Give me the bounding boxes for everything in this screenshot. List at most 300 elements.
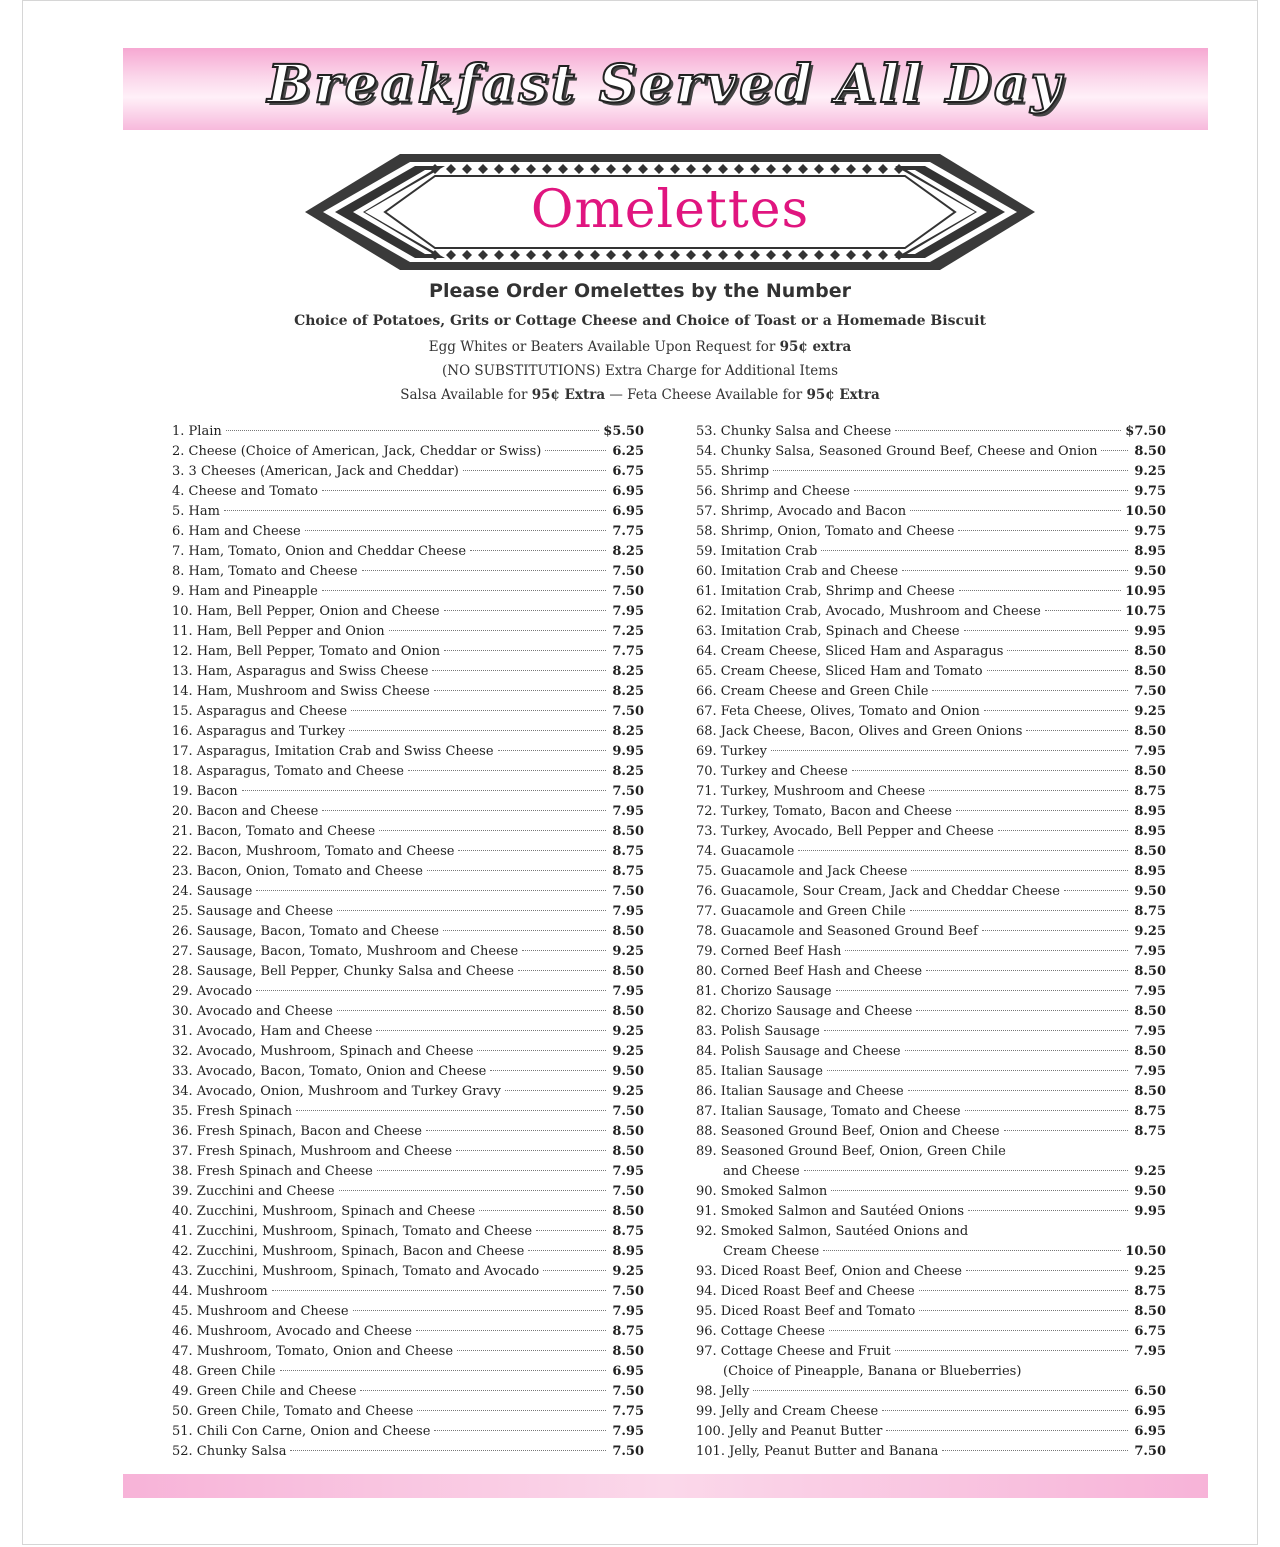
menu-item-name: 64. Cream Cheese, Sliced Ham and Asparagus	[696, 644, 1004, 659]
menu-item-name: 47. Mushroom, Tomato, Onion and Cheese	[172, 1344, 454, 1359]
menu-item-price: 7.95	[612, 1304, 644, 1319]
menu-item-price: 9.50	[612, 1064, 644, 1079]
menu-item-name: 43. Zucchini, Mushroom, Spinach, Tomato and Avocado	[172, 1264, 540, 1279]
leader-dots	[456, 1150, 606, 1151]
leader-dots	[919, 1310, 1128, 1311]
leader-dots	[1101, 450, 1128, 451]
banner-title: Breakfast Served All Day	[267, 54, 1064, 115]
menu-item-row	[696, 422, 1166, 442]
leader-dots	[518, 970, 606, 971]
menu-item-name: 38. Fresh Spinach and Cheese	[172, 1164, 373, 1179]
menu-item-name: 77. Guacamole and Green Chile	[696, 904, 906, 919]
leader-dots	[305, 530, 606, 531]
leader-dots	[852, 770, 1128, 771]
menu-item-price: 7.50	[612, 1104, 644, 1119]
menu-item-row	[172, 702, 644, 722]
menu-item-price: 8.75	[1134, 904, 1166, 919]
menu-item-name: 36. Fresh Spinach, Bacon and Cheese	[172, 1124, 422, 1139]
menu-item-price: 8.50	[1134, 764, 1166, 779]
menu-item-row	[172, 562, 644, 582]
leader-dots	[463, 470, 606, 471]
menu-item-price: 8.95	[1134, 824, 1166, 839]
menu-item-name: 18. Asparagus, Tomato and Cheese	[172, 764, 404, 779]
menu-item-name: 10. Ham, Bell Pepper, Onion and Cheese	[172, 604, 440, 619]
leader-dots	[956, 810, 1128, 811]
leader-dots	[798, 850, 1128, 851]
leader-dots	[337, 1010, 606, 1011]
menu-item-row	[696, 1242, 1166, 1262]
menu-item-price: 8.50	[1134, 444, 1166, 459]
menu-item-row	[172, 1182, 644, 1202]
menu-item-price: 7.50	[1134, 1444, 1166, 1459]
menu-item-row	[696, 502, 1166, 522]
menu-item-row	[172, 782, 644, 802]
leader-dots	[910, 910, 1128, 911]
menu-item-row	[172, 462, 644, 482]
leader-dots	[416, 1330, 606, 1331]
menu-item-name: 56. Shrimp and Cheese	[696, 484, 850, 499]
menu-item-name: 26. Sausage, Bacon, Tomato and Cheese	[172, 924, 439, 939]
menu-item-row	[172, 802, 644, 822]
leader-dots	[339, 1190, 606, 1191]
menu-item-price: 8.50	[612, 1124, 644, 1139]
menu-item-row	[172, 662, 644, 682]
menu-item-name: 94. Diced Roast Beef and Cheese	[696, 1284, 915, 1299]
menu-item-row	[172, 1142, 644, 1162]
leader-dots	[982, 930, 1128, 931]
menu-item-price: 10.75	[1125, 604, 1166, 619]
leader-dots	[351, 710, 606, 711]
leader-dots	[966, 1270, 1128, 1271]
menu-item-price: 8.75	[612, 844, 644, 859]
menu-item-name: 66. Cream Cheese and Green Chile	[696, 684, 929, 699]
menu-item-name: 37. Fresh Spinach, Mushroom and Cheese	[172, 1144, 453, 1159]
leader-dots	[362, 570, 606, 571]
menu-item-price: 6.25	[612, 444, 644, 459]
menu-item-price: 8.95	[1134, 864, 1166, 879]
menu-item-price: 7.95	[1134, 1024, 1166, 1039]
leader-dots	[256, 990, 606, 991]
leader-dots	[379, 830, 606, 831]
menu-item-row	[696, 1102, 1166, 1122]
menu-item-row	[696, 1342, 1166, 1362]
leader-dots	[845, 950, 1128, 951]
leader-dots	[882, 1410, 1128, 1411]
menu-item-price: 7.95	[612, 904, 644, 919]
menu-item-row	[172, 1282, 644, 1302]
leader-dots	[444, 650, 606, 651]
menu-item-name: 19. Bacon	[172, 784, 238, 799]
menu-item-name: 83. Polish Sausage	[696, 1024, 820, 1039]
leader-dots	[1007, 650, 1128, 651]
menu-item-row	[696, 1222, 1166, 1242]
menu-item-name: 90. Smoked Salmon	[696, 1184, 828, 1199]
menu-item-price: 9.75	[1134, 524, 1166, 539]
menu-item-name: 31. Avocado, Ham and Cheese	[172, 1024, 373, 1039]
menu-item-row	[172, 922, 644, 942]
leader-dots	[824, 1030, 1128, 1031]
menu-item-row	[172, 1382, 644, 1402]
menu-item-price: 6.95	[612, 504, 644, 519]
menu-item-price: 8.75	[1134, 1124, 1166, 1139]
menu-column-left	[172, 422, 644, 1462]
sides-note: Choice of Potatoes, Grits or Cottage Cheese and Choice of Toast or a Homemade Biscuit	[294, 313, 986, 329]
menu-item-row	[696, 982, 1166, 1002]
leader-dots	[349, 730, 606, 731]
menu-item-price: 7.50	[612, 564, 644, 579]
menu-item-price: 7.50	[612, 1384, 644, 1399]
menu-item-row	[696, 1422, 1166, 1442]
menu-item-row	[696, 542, 1166, 562]
menu-item-row	[696, 1202, 1166, 1222]
leader-dots	[296, 1110, 606, 1111]
menu-item-row	[172, 762, 644, 782]
menu-item-name: 99. Jelly and Cream Cheese	[696, 1404, 879, 1419]
leader-dots	[479, 1210, 606, 1211]
menu-item-row	[696, 1022, 1166, 1042]
leader-dots	[256, 890, 606, 891]
menu-item-price: 8.75	[612, 1324, 644, 1339]
menu-item-name: 32. Avocado, Mushroom, Spinach and Cheese	[172, 1044, 474, 1059]
menu-item-name: 98. Jelly	[696, 1384, 750, 1399]
menu-item-name: 86. Italian Sausage and Cheese	[696, 1084, 904, 1099]
menu-item-price: 8.50	[1134, 844, 1166, 859]
menu-item-price: 6.75	[612, 464, 644, 479]
menu-item-price: 8.50	[612, 964, 644, 979]
menu-item-price: 9.75	[1134, 484, 1166, 499]
menu-item-name: 5. Ham	[172, 504, 220, 519]
menu-item-price: 8.95	[1134, 804, 1166, 819]
menu-item-price: 8.50	[612, 1144, 644, 1159]
menu-item-row	[172, 1122, 644, 1142]
leader-dots	[929, 790, 1128, 791]
menu-item-price: 8.50	[1134, 964, 1166, 979]
menu-item-name: 2. Cheese (Choice of American, Jack, Cheddar or Swiss)	[172, 444, 542, 459]
menu-item-row	[696, 842, 1166, 862]
menu-item-name: 49. Green Chile and Cheese	[172, 1384, 357, 1399]
salsa-text: Salsa Available for	[400, 387, 532, 403]
menu-item-name: 34. Avocado, Onion, Mushroom and Turkey Gravy	[172, 1084, 501, 1099]
menu-item-name: 85. Italian Sausage	[696, 1064, 823, 1079]
menu-item-name: 23. Bacon, Onion, Tomato and Cheese	[172, 864, 423, 879]
menu-item-row	[696, 1262, 1166, 1282]
leader-dots	[545, 450, 606, 451]
menu-item-name: 51. Chili Con Carne, Onion and Cheese	[172, 1424, 431, 1439]
menu-item-row	[172, 942, 644, 962]
menu-item-price: 7.75	[612, 644, 644, 659]
leader-dots	[964, 630, 1128, 631]
menu-item-name: 73. Turkey, Avocado, Bell Pepper and Cheese	[696, 824, 994, 839]
leader-dots	[1026, 730, 1128, 731]
menu-column-right	[696, 422, 1166, 1462]
menu-item-name: 79. Corned Beef Hash	[696, 944, 842, 959]
leader-dots	[322, 590, 606, 591]
menu-item-name: 40. Zucchini, Mushroom, Spinach and Cheese	[172, 1204, 476, 1219]
menu-item-name: 81. Chorizo Sausage	[696, 984, 832, 999]
menu-item-price: 7.95	[612, 604, 644, 619]
leader-dots	[470, 550, 606, 551]
menu-item-price: 9.25	[1134, 704, 1166, 719]
menu-item-row	[172, 502, 644, 522]
menu-item-name: 69. Turkey	[696, 744, 767, 759]
leader-dots	[987, 670, 1128, 671]
menu-item-row	[172, 842, 644, 862]
menu-item-row	[172, 1262, 644, 1282]
menu-item-row	[172, 1362, 644, 1382]
leader-dots	[771, 750, 1128, 751]
egg-whites-price: 95¢ extra	[779, 339, 852, 355]
leader-dots	[498, 750, 606, 751]
header-banner	[123, 48, 1208, 130]
menu-item-price: 8.50	[612, 1344, 644, 1359]
menu-item-row	[696, 1302, 1166, 1322]
leader-dots	[434, 1430, 606, 1431]
menu-item-name: 62. Imitation Crab, Avocado, Mushroom and Cheese	[696, 604, 1041, 619]
menu-item-row	[172, 1162, 644, 1182]
menu-item-row	[172, 422, 644, 442]
menu-item-name: 33. Avocado, Bacon, Tomato, Onion and Cheese	[172, 1064, 487, 1079]
menu-item-row	[696, 662, 1166, 682]
leader-dots	[434, 690, 606, 691]
menu-item-row	[696, 642, 1166, 662]
menu-item-name: 63. Imitation Crab, Spinach and Cheese	[696, 624, 960, 639]
leader-dots	[1045, 610, 1121, 611]
leader-dots	[926, 970, 1128, 971]
menu-item-row	[696, 462, 1166, 482]
menu-item-name: 13. Ham, Asparagus and Swiss Cheese	[172, 664, 429, 679]
leader-dots	[490, 1070, 606, 1071]
leader-dots	[958, 530, 1128, 531]
leader-dots	[821, 550, 1128, 551]
menu-item-price: 7.75	[612, 1404, 644, 1419]
menu-item-price: 9.25	[1134, 464, 1166, 479]
menu-item-price: 8.25	[612, 664, 644, 679]
menu-item-row	[172, 1102, 644, 1122]
menu-item-price: 8.75	[1134, 1104, 1166, 1119]
menu-item-name: 39. Zucchini and Cheese	[172, 1184, 335, 1199]
menu-item-name: 8. Ham, Tomato and Cheese	[172, 564, 358, 579]
menu-item-price: 8.50	[1134, 1044, 1166, 1059]
menu-item-row	[696, 782, 1166, 802]
menu-item-name: 3. 3 Cheeses (American, Jack and Cheddar)	[172, 464, 459, 479]
leader-dots	[1004, 1130, 1128, 1131]
menu-item-price: 6.95	[1134, 1404, 1166, 1419]
menu-item-row	[696, 682, 1166, 702]
menu-item-row	[172, 1302, 644, 1322]
menu-item-name: 41. Zucchini, Mushroom, Spinach, Tomato and Cheese	[172, 1224, 533, 1239]
menu-item-price: 7.95	[612, 1424, 644, 1439]
menu-item-price: 10.50	[1125, 504, 1166, 519]
menu-item-row	[172, 982, 644, 1002]
menu-item-row	[172, 962, 644, 982]
menu-item-name: 25. Sausage and Cheese	[172, 904, 334, 919]
menu-item-row	[172, 582, 644, 602]
menu-item-name: 72. Turkey, Tomato, Bacon and Cheese	[696, 804, 952, 819]
menu-item-name: 52. Chunky Salsa	[172, 1444, 287, 1459]
menu-item-name: 100. Jelly and Peanut Butter	[696, 1424, 883, 1439]
menu-item-name: 75. Guacamole and Jack Cheese	[696, 864, 908, 879]
leader-dots	[290, 1450, 606, 1451]
leader-dots	[895, 1350, 1128, 1351]
menu-item-name: 24. Sausage	[172, 884, 253, 899]
menu-item-name: 92. Smoked Salmon, Sautéed Onions and	[696, 1224, 969, 1239]
menu-item-row	[696, 602, 1166, 622]
menu-item-price: 9.50	[1134, 564, 1166, 579]
menu-item-price: 9.25	[1134, 1164, 1166, 1179]
menu-item-name: 4. Cheese and Tomato	[172, 484, 318, 499]
leader-dots	[457, 1350, 606, 1351]
menu-item-price: 8.75	[612, 1224, 644, 1239]
menu-item-row	[696, 1382, 1166, 1402]
menu-item-row	[172, 1002, 644, 1022]
egg-whites-note	[0, 339, 1280, 355]
menu-item-row	[172, 1202, 644, 1222]
menu-item-name: 22. Bacon, Mushroom, Tomato and Cheese	[172, 844, 455, 859]
menu-item-row	[696, 922, 1166, 942]
menu-item-row	[696, 442, 1166, 462]
menu-item-name: 93. Diced Roast Beef, Onion and Cheese	[696, 1264, 962, 1279]
menu-item-price: 7.95	[1134, 944, 1166, 959]
menu-item-price: 9.25	[1134, 924, 1166, 939]
leader-dots	[827, 1070, 1128, 1071]
menu-item-price: 9.25	[612, 1264, 644, 1279]
menu-item-row	[696, 1362, 1166, 1382]
menu-item-price: 9.25	[612, 1044, 644, 1059]
menu-item-name: 78. Guacamole and Seasoned Ground Beef	[696, 924, 978, 939]
leader-dots	[522, 950, 606, 951]
menu-item-name: 80. Corned Beef Hash and Cheese	[696, 964, 923, 979]
menu-item-name: 65. Cream Cheese, Sliced Ham and Tomato	[696, 664, 983, 679]
feta-text: — Feta Cheese Available for	[605, 387, 807, 403]
menu-item-price: 7.50	[1134, 684, 1166, 699]
menu-item-name: 60. Imitation Crab and Cheese	[696, 564, 899, 579]
menu-item-row	[172, 1022, 644, 1042]
leader-dots	[505, 1090, 606, 1091]
menu-item-row	[696, 562, 1166, 582]
menu-item-name: 29. Avocado	[172, 984, 253, 999]
menu-item-row	[172, 622, 644, 642]
menu-item-price: $7.50	[1125, 424, 1166, 439]
leader-dots	[998, 830, 1128, 831]
menu-item-name: 12. Ham, Bell Pepper, Tomato and Onion	[172, 644, 441, 659]
menu-item-row	[696, 822, 1166, 842]
menu-item-row	[172, 1242, 644, 1262]
menu-item-price: 8.50	[612, 1204, 644, 1219]
menu-item-name: 48. Green Chile	[172, 1364, 276, 1379]
menu-item-row	[172, 722, 644, 742]
menu-item-price: 8.50	[1134, 664, 1166, 679]
menu-item-price: 8.75	[612, 864, 644, 879]
menu-item-row	[172, 882, 644, 902]
leader-dots	[910, 510, 1121, 511]
menu-item-row	[172, 642, 644, 662]
menu-item-price: 6.95	[612, 1364, 644, 1379]
menu-item-price: 7.50	[612, 584, 644, 599]
menu-item-price: 9.25	[612, 1084, 644, 1099]
leader-dots	[226, 430, 600, 431]
menu-item-price: 7.50	[612, 1444, 644, 1459]
menu-item-price: 9.95	[1134, 624, 1166, 639]
menu-item-price: 8.75	[1134, 1284, 1166, 1299]
menu-item-price: 6.95	[1134, 1424, 1166, 1439]
menu-item-row	[172, 542, 644, 562]
menu-item-price: $5.50	[603, 424, 644, 439]
menu-item-row	[172, 902, 644, 922]
leader-dots	[444, 610, 606, 611]
section-title: Omelettes	[530, 180, 810, 240]
menu-item-price: 8.50	[1134, 1004, 1166, 1019]
menu-item-name: 16. Asparagus and Turkey	[172, 724, 346, 739]
menu-item-name: 68. Jack Cheese, Bacon, Olives and Green Onions	[696, 724, 1023, 739]
menu-item-price: 10.50	[1125, 1244, 1166, 1259]
menu-item-row	[696, 862, 1166, 882]
menu-item-name: 11. Ham, Bell Pepper and Onion	[172, 624, 385, 639]
menu-item-name: 67. Feta Cheese, Olives, Tomato and Onion	[696, 704, 980, 719]
leader-dots	[376, 1030, 606, 1031]
leader-dots	[886, 1430, 1128, 1431]
menu-item-row	[172, 442, 644, 462]
menu-item-name: 50. Green Chile, Tomato and Cheese	[172, 1404, 414, 1419]
menu-item-name: 14. Ham, Mushroom and Swiss Cheese	[172, 684, 430, 699]
menu-item-price: 6.75	[1134, 1324, 1166, 1339]
menu-item-row	[696, 1042, 1166, 1062]
menu-item-name: 101. Jelly, Peanut Butter and Banana	[696, 1444, 939, 1459]
leader-dots	[337, 910, 606, 911]
menu-item-row	[696, 1082, 1166, 1102]
menu-item-price: 8.25	[612, 544, 644, 559]
menu-item-price: 8.50	[612, 1004, 644, 1019]
menu-item-name: 97. Cottage Cheese and Fruit	[696, 1344, 891, 1359]
leader-dots	[911, 870, 1128, 871]
menu-item-row	[696, 1062, 1166, 1082]
menu-item-name: 27. Sausage, Bacon, Tomato, Mushroom and Cheese	[172, 944, 519, 959]
menu-item-row	[696, 1182, 1166, 1202]
menu-item-row	[172, 742, 644, 762]
leader-dots	[353, 1310, 606, 1311]
menu-item-row	[696, 1282, 1166, 1302]
leader-dots	[984, 710, 1128, 711]
menu-item-price: 8.50	[1134, 1304, 1166, 1319]
menu-item-price: 7.95	[1134, 1344, 1166, 1359]
menu-item-row	[696, 962, 1166, 982]
leader-dots	[968, 1210, 1128, 1211]
menu-item-row	[696, 522, 1166, 542]
leader-dots	[804, 1170, 1128, 1171]
leader-dots	[377, 1170, 606, 1171]
menu-item-row	[696, 622, 1166, 642]
menu-item-price: 8.25	[612, 724, 644, 739]
leader-dots	[942, 1450, 1128, 1451]
leader-dots	[959, 590, 1122, 591]
menu-item-row	[172, 522, 644, 542]
menu-item-row	[696, 762, 1166, 782]
menu-item-row	[172, 1402, 644, 1422]
menu-item-name: 59. Imitation Crab	[696, 544, 818, 559]
egg-whites-text: Egg Whites or Beaters Available Upon Request for	[428, 339, 780, 355]
menu-item-row	[172, 862, 644, 882]
leader-dots	[854, 490, 1128, 491]
menu-item-name: 84. Polish Sausage and Cheese	[696, 1044, 901, 1059]
feta-price: 95¢ Extra	[806, 387, 880, 403]
menu-item-row	[696, 802, 1166, 822]
menu-item-price: 8.50	[612, 824, 644, 839]
menu-item-name: 87. Italian Sausage, Tomato and Cheese	[696, 1104, 961, 1119]
menu-item-name: 70. Turkey and Cheese	[696, 764, 848, 779]
leader-dots	[908, 1090, 1128, 1091]
leader-dots	[905, 1050, 1128, 1051]
menu-item-name: 61. Imitation Crab, Shrimp and Cheese	[696, 584, 955, 599]
menu-item-row	[696, 1122, 1166, 1142]
